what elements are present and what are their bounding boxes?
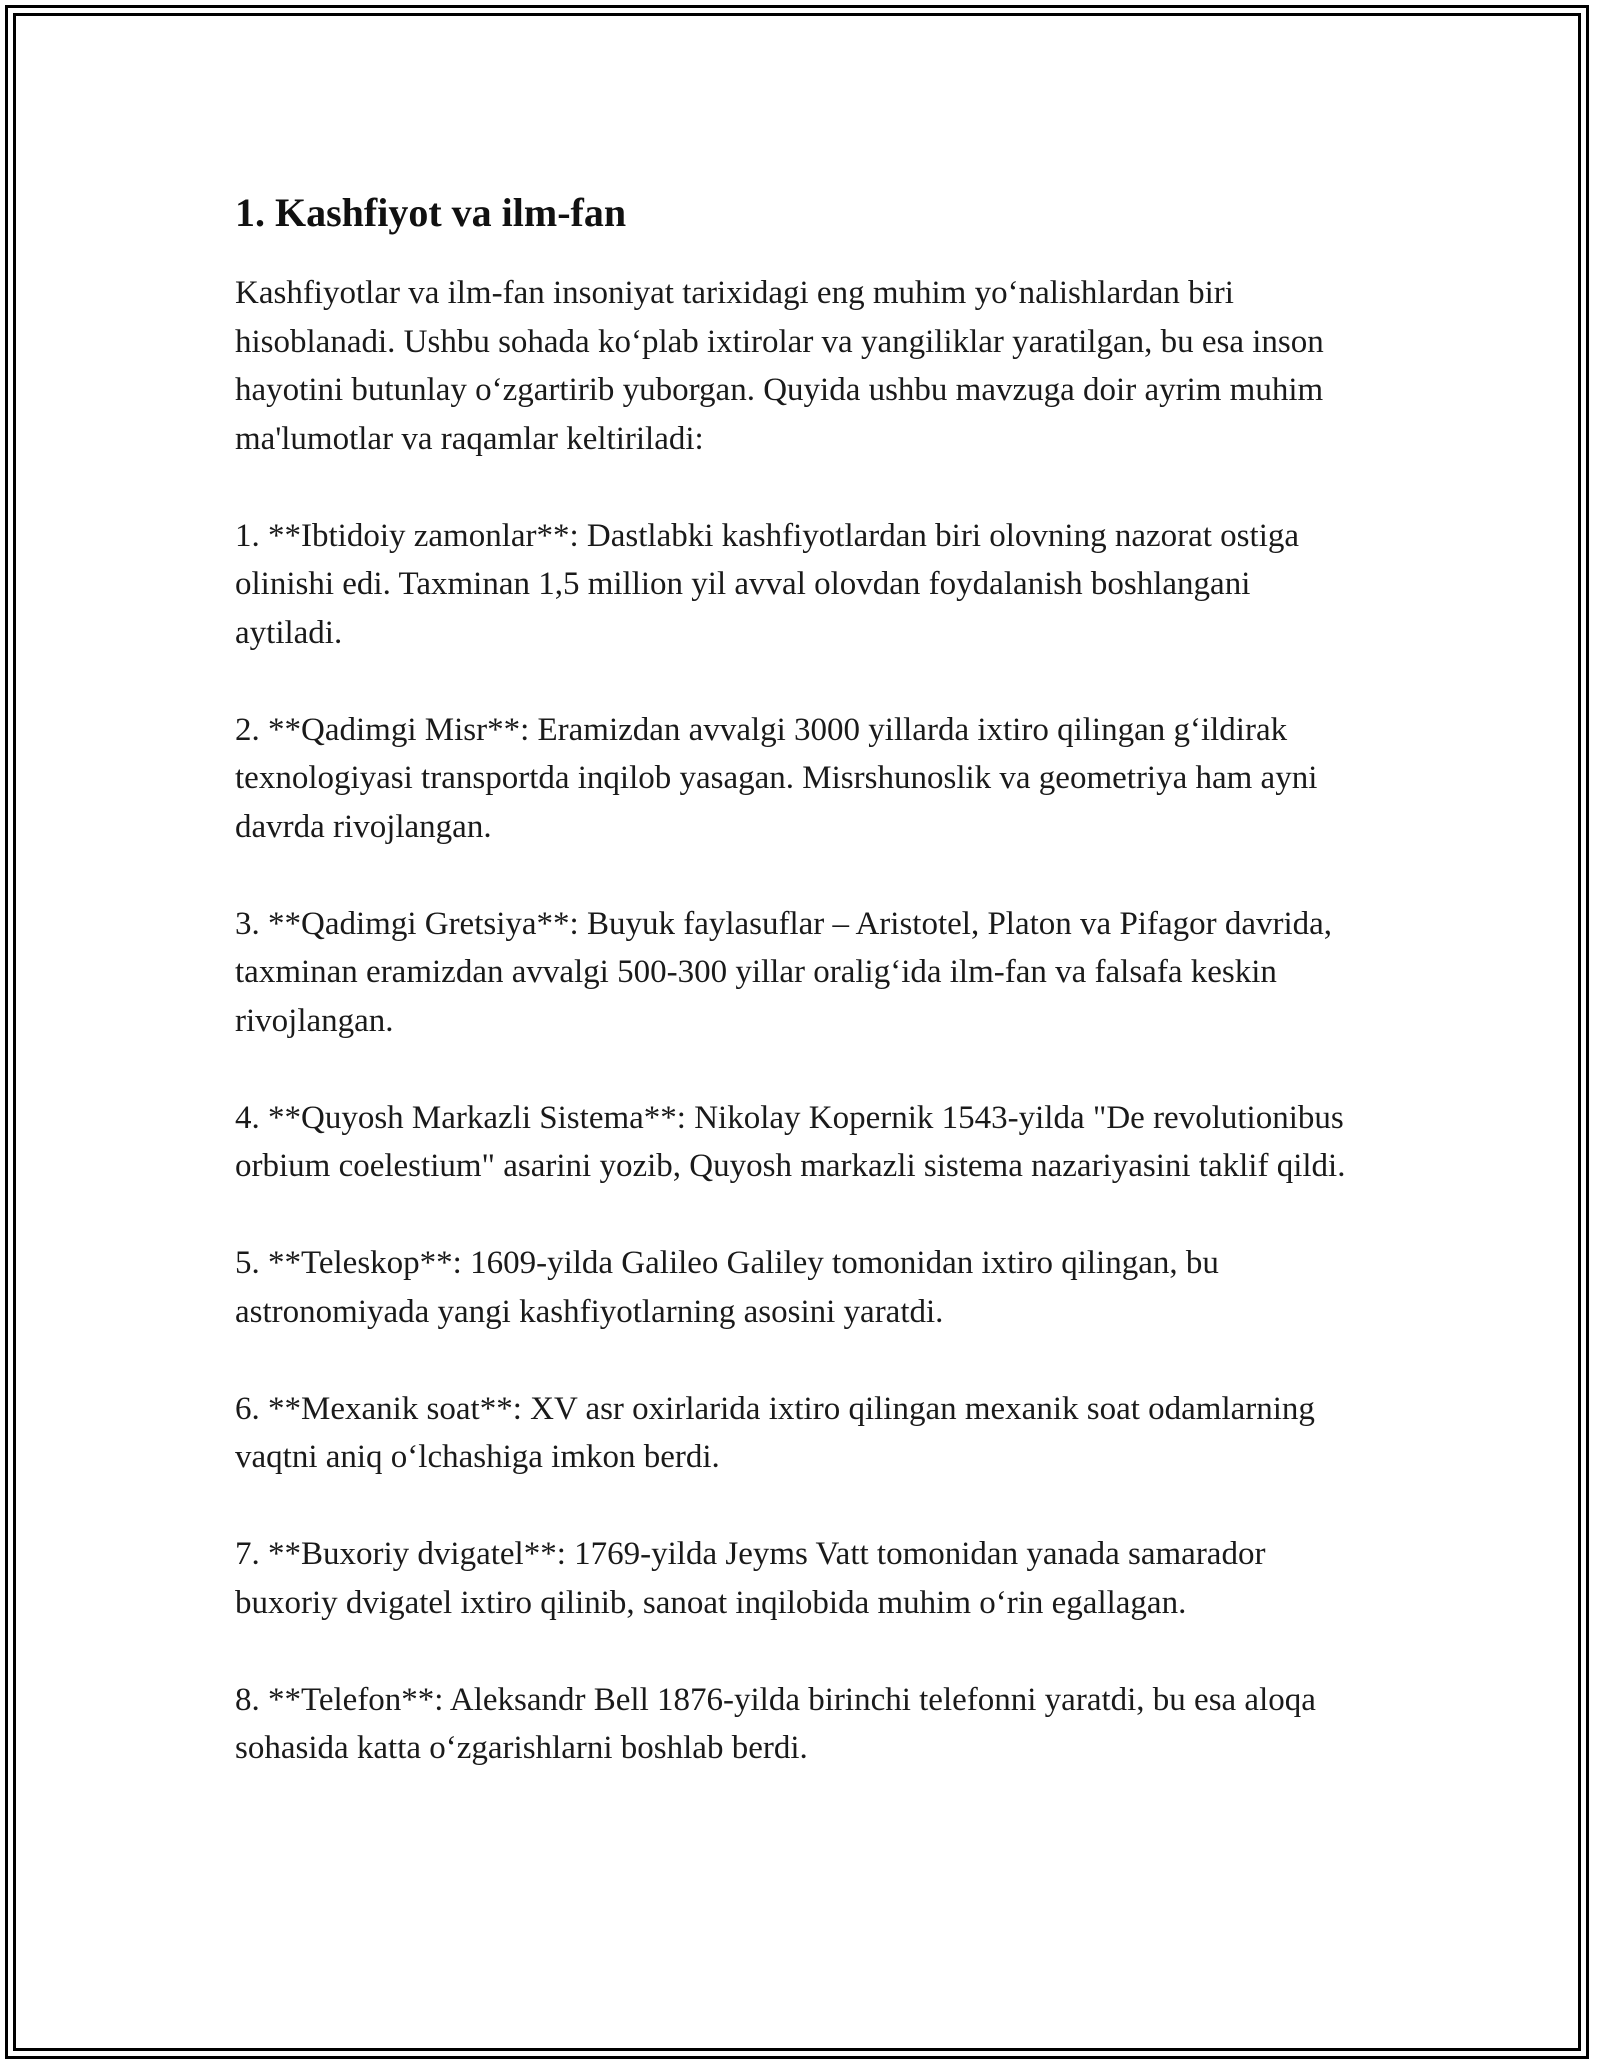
- list-item-4: 4. **Quyosh Markazli Sistema**: Nikolay Kopernik 1543-yilda "De revolutionibus orbium coelestium" asarini yozib, Quyosh markazli sistema nazariyasini taklif qildi.: [235, 1099, 1346, 1184]
- section-heading: 1. Kashfiyot va ilm-fan: [235, 190, 627, 235]
- list-item-1: 1. **Ibtidoiy zamonlar**: Dastlabki kashfiyotlardan biri olovning nazorat ostiga olinishi edi. Taxminan 1,5 million yil avval olovdan foydalanish boshlangani aytiladi.: [235, 517, 1300, 651]
- list-item-8: 8. **Telefon**: Aleksandr Bell 1876-yilda birinchi telefonni yaratdi, bu esa aloqa sohasida katta o‘zgarishlarni boshlab berdi.: [235, 1681, 1316, 1766]
- list-item-5: 5. **Teleskop**: 1609-yilda Galileo Galiley tomonidan ixtiro qilingan, bu astronomiyada yangi kashfiyotlarning asosini yaratdi.: [235, 1245, 1219, 1330]
- list-item-7: 7. **Buxoriy dvigatel**: 1769-yilda Jeyms Vatt tomonidan yanada samarador buxoriy dvigatel ixtiro qilinib, sanoat inqilobida muhim o‘rin egallagan.: [235, 1536, 1266, 1621]
- document-body: [235, 185, 1365, 1821]
- list-item-3: 3. **Qadimgi Gretsiya**: Buyuk faylasuflar – Aristotel, Platon va Pifagor davrida, taxminan eramizdan avvalgi 500-300 yillar oralig‘ida ilm-fan va falsafa keskin rivojlangan.: [235, 905, 1333, 1039]
- list-item-6: 6. **Mexanik soat**: XV asr oxirlarida ixtiro qilingan mexanik soat odamlarning vaqtni aniq o‘lchashiga imkon berdi.: [235, 1390, 1315, 1475]
- intro-paragraph: Kashfiyotlar va ilm-fan insoniyat tarixidagi eng muhim yo‘nalishlardan biri hisoblanadi. Ushbu sohada ko‘plab ixtirolar va yangiliklar yaratilgan, bu esa inson hayotini butunlay o‘zgartirib yuborgan. Quyida ushbu mavzuga doir ayrim muhim ma'lumotlar va raqamlar keltiriladi:: [235, 275, 1324, 457]
- list-item-2: 2. **Qadimgi Misr**: Eramizdan avvalgi 3000 yillarda ixtiro qilingan g‘ildirak texnologiyasi transportda inqilob yasagan. Misrshunoslik va geometriya ham ayni davrda rivojlangan.: [235, 711, 1318, 845]
